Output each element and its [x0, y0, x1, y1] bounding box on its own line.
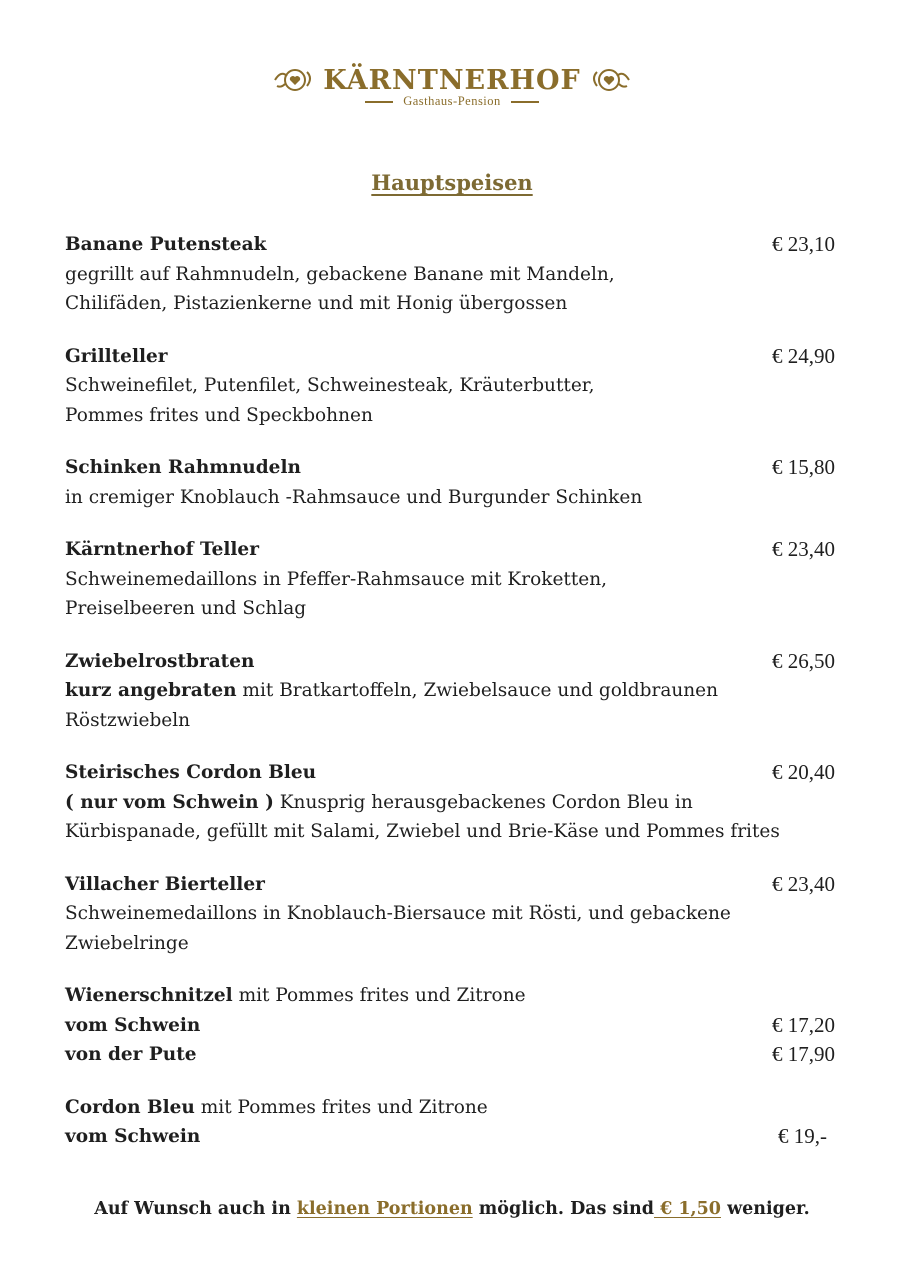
dish-description: Schweinemedaillons in Pfeffer-Rahmsauce mit Kroketten, [65, 568, 608, 590]
menu-item [65, 535, 835, 624]
footer-text: Auf Wunsch auch in [94, 1199, 297, 1219]
dish-description: gegrillt auf Rahmnudeln, gebackene Banane mit Mandeln, [65, 263, 615, 285]
dish-description-text: mit Pommes frites und Zitrone [232, 985, 526, 1006]
dish-price: € 23,10 [772, 232, 835, 256]
dish-name: Steirisches Cordon Bleu [65, 762, 317, 783]
dish-name: Banane Putensteak [65, 234, 267, 255]
small-portions-link: kleinen Portionen [296, 1199, 473, 1219]
menu-item [65, 230, 835, 319]
dish-note: ( nur vom Schwein ) [65, 791, 274, 813]
dish-description-text: mit Pommes frites und Zitrone [194, 1096, 488, 1118]
dish-price: € 20,40 [772, 760, 835, 784]
dish-name: Grillteller [65, 345, 168, 367]
dish-description: in cremiger Knoblauch -Rahmsauce und Burgunder Schinken [65, 486, 643, 508]
dish-note: kurz angebraten [65, 680, 237, 701]
dish-price: € 23,40 [772, 871, 835, 896]
heart-ornament-icon [271, 62, 317, 98]
menu-item [65, 758, 835, 847]
dish-description: Schweinemedaillons in Knoblauch-Biersauce mit Rösti, und gebackene [65, 903, 731, 924]
dish-description [65, 788, 835, 818]
menu-item [65, 453, 835, 512]
discount-amount: € 1,50 [654, 1199, 721, 1219]
menu-item [65, 342, 835, 431]
dish-description: Preiselbeeren und Schlag [65, 598, 307, 619]
dish-description: Kürbispanade, gefüllt mit Salami, Zwiebel und Brie-Käse und Pommes frites [65, 821, 780, 842]
dish-name: Wienerschnitzel [65, 985, 233, 1006]
section-heading: Hauptspeisen [371, 170, 533, 195]
dish-option-label: vom Schwein [65, 1126, 201, 1147]
menu-item-wienerschnitzel [65, 981, 835, 1070]
dish-price: € 26,50 [772, 648, 835, 673]
heart-ornament-icon [587, 62, 633, 98]
logo-divider [365, 101, 393, 103]
dish-price: € 23,40 [772, 537, 835, 561]
dish-name: Cordon Bleu [65, 1096, 195, 1118]
dish-price: € 15,80 [772, 455, 835, 479]
dish-name: Kärntnerhof Teller [65, 539, 259, 560]
logo-title: KÄRNTNERHOF [323, 64, 581, 96]
logo-subtitle: Gasthaus-Pension [403, 94, 501, 108]
dish-price: € 19,- [778, 1124, 827, 1148]
dish-option-label: von der Pute [65, 1044, 197, 1065]
dish-description: Schweinefilet, Putenfilet, Schweinesteak, Kräuterbutter, [65, 375, 595, 396]
dish-description: Zwiebelringe [65, 932, 189, 954]
menu-list [65, 230, 835, 1175]
dish-price: € 17,20 [772, 1012, 835, 1037]
menu-item [65, 870, 835, 959]
dish-description: Chilifäden, Pistazienkerne und mit Honig übergossen [65, 293, 568, 314]
dish-price: € 17,90 [772, 1042, 835, 1066]
dish-name: Schinken Rahmnudeln [65, 457, 301, 478]
footer-text: möglich. Das sind [472, 1199, 654, 1219]
dish-price: € 24,90 [772, 343, 835, 368]
footer-text: weniger. [720, 1199, 810, 1219]
footer-note [0, 1199, 904, 1219]
menu-item-cordon-bleu [65, 1093, 835, 1152]
dish-description-text: Knusprig herausgebackenes Cordon Bleu in [273, 791, 693, 813]
dish-description: Pommes frites und Speckbohnen [65, 404, 373, 426]
dish-description [65, 676, 835, 706]
dish-name: Villacher Bierteller [65, 873, 265, 895]
dish-description-text: mit Bratkartoffeln, Zwiebelsauce und goldbraunen [236, 680, 719, 701]
dish-name: Zwiebelrostbraten [65, 650, 255, 672]
logo-divider [511, 101, 539, 103]
logo [0, 62, 904, 109]
menu-item [65, 647, 835, 736]
dish-description: Röstzwiebeln [65, 709, 191, 731]
dish-option-label: vom Schwein [65, 1014, 201, 1036]
